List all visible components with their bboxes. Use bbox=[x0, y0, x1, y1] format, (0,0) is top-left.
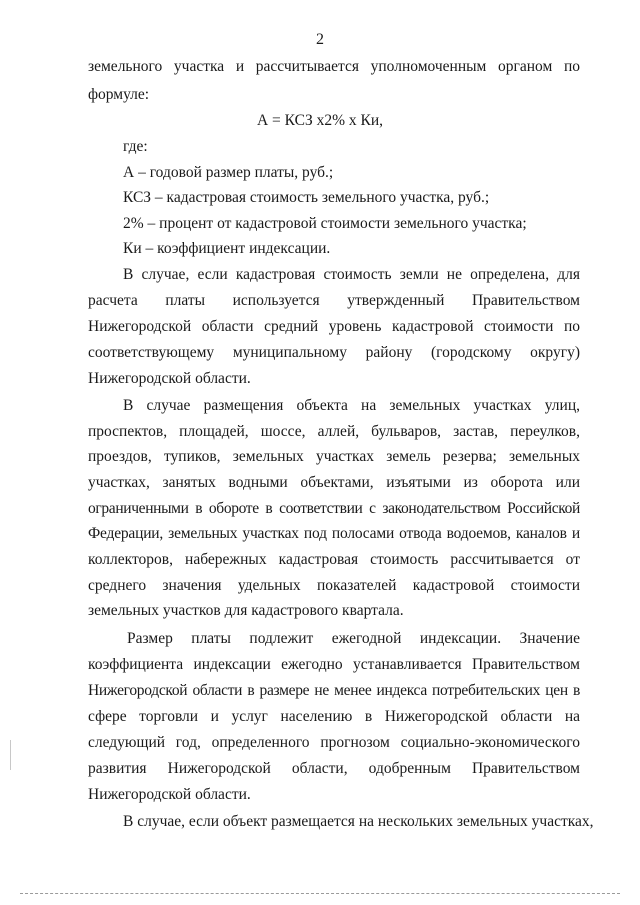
definition-line: Ки – коэффициент индексации. bbox=[123, 240, 331, 257]
body-line: В случае, если кадастровая стоимость земли не определена, для bbox=[123, 266, 580, 283]
body-line: земельного участка и рассчитывается уполномоченным органом по bbox=[88, 58, 580, 75]
body-line: коллекторов, набережных кадастровая стоимость рассчитывается от bbox=[88, 551, 580, 568]
body-line: среднего значения удельных показателей кадастровой стоимости bbox=[88, 577, 580, 594]
body-line: Нижегородской области в размере не менее индекса потребительских цен в bbox=[88, 682, 580, 699]
body-line: следующий год, определенного прогнозом социально-экономического bbox=[88, 734, 580, 751]
definition-line: 2% – процент от кадастровой стоимости земельного участка; bbox=[123, 215, 527, 232]
body-line: В случае размещения объекта на земельных участках улиц, bbox=[123, 397, 580, 414]
definition-line: А – годовой размер платы, руб.; bbox=[123, 164, 334, 181]
body-line: Размер платы подлежит ежегодной индексации. Значение bbox=[127, 630, 580, 647]
definition-line: КСЗ – кадастровая стоимость земельного участка, руб.; bbox=[123, 189, 490, 206]
body-line: коэффициента индексации ежегодно устанавливается Правительством bbox=[88, 656, 580, 673]
body-line: расчета платы используется утвержденный Правительством bbox=[88, 292, 580, 309]
body-line: проспектов, площадей, шоссе, аллей, бульваров, застав, переулков, bbox=[88, 423, 580, 440]
body-line: Нижегородской области. bbox=[88, 370, 251, 387]
body-line: Федерации, земельных участках под полосами отвода водоемов, каналов и bbox=[88, 525, 580, 542]
body-line: участках, занятых водными объектами, изъятыми из оборота или bbox=[88, 474, 580, 491]
body-line: Нижегородской области. bbox=[88, 786, 251, 803]
body-line: В случае, если объект размещается на нескольких земельных участках, bbox=[123, 813, 594, 830]
page-number: 2 bbox=[316, 31, 324, 48]
body-line: формуле: bbox=[88, 86, 150, 103]
scan-bottom-edge bbox=[20, 893, 620, 895]
body-line: развития Нижегородской области, одобренным Правительством bbox=[88, 760, 580, 777]
body-line: земельных участков для кадастрового квартала. bbox=[88, 602, 404, 619]
body-line: сфере торговли и услуг населению в Нижегородской области на bbox=[88, 708, 580, 725]
scan-margin-mark bbox=[10, 740, 11, 770]
body-line: соответствующему муниципальному району (городскому округу) bbox=[88, 344, 580, 361]
formula: А = КСЗ х2% х Ки, bbox=[256, 112, 384, 129]
body-line: ограниченными в обороте в соответствии с законодательством Российской bbox=[88, 500, 580, 517]
body-line: где: bbox=[123, 138, 148, 155]
body-line: Нижегородской области средний уровень кадастровой стоимости по bbox=[88, 318, 580, 335]
body-line: проездов, тупиков, земельных участках земель резерва; земельных bbox=[88, 448, 580, 465]
